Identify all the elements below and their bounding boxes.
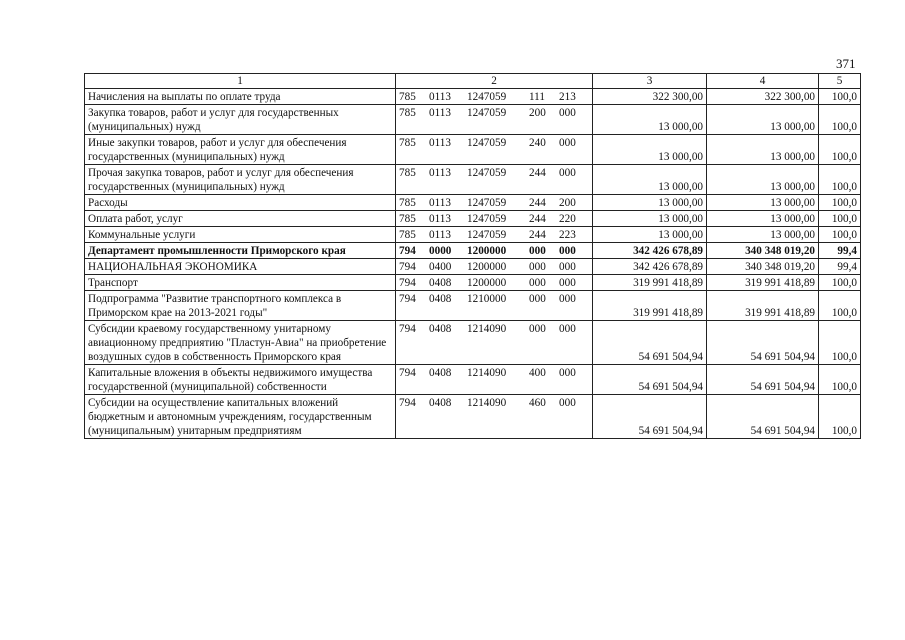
table-row <box>85 89 861 105</box>
row-code: 244 <box>529 167 546 179</box>
row-executed-value: 13 000,00 <box>707 195 819 211</box>
row-code: 0408 <box>429 293 452 305</box>
table-row <box>85 365 861 395</box>
row-codes <box>396 275 593 291</box>
table-row <box>85 211 861 227</box>
row-code: 785 <box>399 229 416 241</box>
row-code: 200 <box>559 197 576 209</box>
row-name: Начисления на выплаты по оплате труда <box>85 89 396 105</box>
row-name: Оплата работ, услуг <box>85 211 396 227</box>
table-row <box>85 165 861 195</box>
table-row <box>85 395 861 439</box>
row-code: 000 <box>559 167 576 179</box>
row-name: Субсидии на осуществление капитальных вложений бюджетным и автономным учреждениям, государственным (муниципальным) унитарным предприятиям <box>85 395 396 439</box>
row-code: 000 <box>529 277 546 289</box>
budget-table <box>84 73 861 439</box>
row-code: 1200000 <box>467 277 507 289</box>
row-code: 000 <box>559 245 576 257</box>
row-executed-value: 340 348 019,20 <box>707 243 819 259</box>
row-code: 1247059 <box>467 167 507 179</box>
row-code: 1200000 <box>467 245 507 257</box>
row-approved-value: 54 691 504,94 <box>593 365 707 395</box>
row-code: 1247059 <box>467 137 507 149</box>
row-codes <box>396 165 593 195</box>
row-percent: 100,0 <box>819 321 861 365</box>
row-code: 213 <box>559 91 576 103</box>
row-approved-value: 13 000,00 <box>593 165 707 195</box>
row-code: 785 <box>399 213 416 225</box>
row-percent: 100,0 <box>819 291 861 321</box>
header-col-3: 3 <box>593 74 707 89</box>
row-code: 794 <box>399 245 416 257</box>
row-code: 0000 <box>429 245 452 257</box>
row-percent: 100,0 <box>819 227 861 243</box>
row-approved-value: 13 000,00 <box>593 135 707 165</box>
row-percent: 100,0 <box>819 365 861 395</box>
table-row <box>85 291 861 321</box>
row-code: 111 <box>529 91 545 103</box>
row-code: 0408 <box>429 277 452 289</box>
row-code: 0113 <box>429 91 451 103</box>
row-codes <box>396 89 593 105</box>
table-row <box>85 227 861 243</box>
row-code: 000 <box>559 397 576 409</box>
row-code: 0113 <box>429 107 451 119</box>
header-col-4: 4 <box>707 74 819 89</box>
row-name: Расходы <box>85 195 396 211</box>
row-code: 1247059 <box>467 197 507 209</box>
row-codes <box>396 243 593 259</box>
row-code: 785 <box>399 137 416 149</box>
row-percent: 100,0 <box>819 105 861 135</box>
row-code: 244 <box>529 197 546 209</box>
row-codes <box>396 365 593 395</box>
row-executed-value: 54 691 504,94 <box>707 365 819 395</box>
row-approved-value: 13 000,00 <box>593 105 707 135</box>
header-col-5: 5 <box>819 74 861 89</box>
row-code: 000 <box>529 293 546 305</box>
row-code: 794 <box>399 397 416 409</box>
table-row <box>85 195 861 211</box>
row-approved-value: 319 991 418,89 <box>593 275 707 291</box>
row-code: 1247059 <box>467 229 507 241</box>
row-codes <box>396 105 593 135</box>
row-code: 1214090 <box>467 323 507 335</box>
row-code: 1247059 <box>467 213 507 225</box>
row-executed-value: 13 000,00 <box>707 135 819 165</box>
row-approved-value: 322 300,00 <box>593 89 707 105</box>
page-number: 371 <box>836 56 856 71</box>
row-executed-value: 54 691 504,94 <box>707 321 819 365</box>
row-executed-value: 319 991 418,89 <box>707 275 819 291</box>
row-percent: 100,0 <box>819 211 861 227</box>
row-code: 000 <box>559 137 576 149</box>
row-executed-value: 13 000,00 <box>707 105 819 135</box>
row-name: Транспорт <box>85 275 396 291</box>
row-percent: 99,4 <box>819 259 861 275</box>
row-executed-value: 54 691 504,94 <box>707 395 819 439</box>
row-code: 240 <box>529 137 546 149</box>
row-code: 785 <box>399 167 416 179</box>
row-code: 220 <box>559 213 576 225</box>
row-approved-value: 54 691 504,94 <box>593 321 707 365</box>
row-code: 0113 <box>429 137 451 149</box>
row-name: Иные закупки товаров, работ и услуг для обеспечения государственных (муниципальных) нужд <box>85 135 396 165</box>
row-code: 1247059 <box>467 107 507 119</box>
table-row <box>85 321 861 365</box>
header-row <box>85 74 861 89</box>
row-code: 794 <box>399 277 416 289</box>
row-code: 794 <box>399 293 416 305</box>
row-executed-value: 13 000,00 <box>707 165 819 195</box>
row-code: 1200000 <box>467 261 507 273</box>
row-code: 794 <box>399 261 416 273</box>
row-percent: 100,0 <box>819 275 861 291</box>
row-codes <box>396 321 593 365</box>
row-percent: 99,4 <box>819 243 861 259</box>
row-codes <box>396 135 593 165</box>
row-code: 400 <box>529 367 546 379</box>
row-code: 0400 <box>429 261 452 273</box>
row-code: 000 <box>559 277 576 289</box>
row-executed-value: 340 348 019,20 <box>707 259 819 275</box>
row-code: 1210000 <box>467 293 507 305</box>
row-code: 244 <box>529 213 546 225</box>
row-code: 0113 <box>429 229 451 241</box>
row-code: 1214090 <box>467 367 507 379</box>
row-code: 000 <box>559 323 576 335</box>
row-percent: 100,0 <box>819 165 861 195</box>
row-approved-value: 13 000,00 <box>593 195 707 211</box>
row-name: Прочая закупка товаров, работ и услуг для обеспечения государственных (муниципальных) нужд <box>85 165 396 195</box>
row-code: 0408 <box>429 397 452 409</box>
row-codes <box>396 259 593 275</box>
row-name: Коммунальные услуги <box>85 227 396 243</box>
row-code: 000 <box>559 367 576 379</box>
row-code: 244 <box>529 229 546 241</box>
row-code: 785 <box>399 91 416 103</box>
row-code: 000 <box>529 261 546 273</box>
row-approved-value: 13 000,00 <box>593 227 707 243</box>
row-approved-value: 54 691 504,94 <box>593 395 707 439</box>
row-code: 0408 <box>429 367 452 379</box>
row-code: 000 <box>529 245 546 257</box>
row-code: 794 <box>399 367 416 379</box>
row-codes <box>396 195 593 211</box>
row-code: 1247059 <box>467 91 507 103</box>
row-code: 0113 <box>429 213 451 225</box>
row-name: Капитальные вложения в объекты недвижимого имущества государственной (муниципальной) собственности <box>85 365 396 395</box>
row-percent: 100,0 <box>819 195 861 211</box>
row-code: 000 <box>559 261 576 273</box>
row-codes <box>396 395 593 439</box>
row-code: 0113 <box>429 197 451 209</box>
row-codes <box>396 291 593 321</box>
row-code: 000 <box>529 323 546 335</box>
row-code: 785 <box>399 107 416 119</box>
row-approved-value: 13 000,00 <box>593 211 707 227</box>
table-row <box>85 105 861 135</box>
row-percent: 100,0 <box>819 395 861 439</box>
table-row <box>85 243 861 259</box>
table-row <box>85 259 861 275</box>
row-code: 000 <box>559 107 576 119</box>
row-name: Закупка товаров, работ и услуг для государственных (муниципальных) нужд <box>85 105 396 135</box>
row-percent: 100,0 <box>819 135 861 165</box>
row-approved-value: 342 426 678,89 <box>593 259 707 275</box>
row-code: 0408 <box>429 323 452 335</box>
row-percent: 100,0 <box>819 89 861 105</box>
header-col-2: 2 <box>396 74 593 89</box>
row-code: 1214090 <box>467 397 507 409</box>
row-name: Департамент промышленности Приморского края <box>85 243 396 259</box>
row-code: 200 <box>529 107 546 119</box>
row-codes <box>396 227 593 243</box>
row-executed-value: 13 000,00 <box>707 227 819 243</box>
row-executed-value: 322 300,00 <box>707 89 819 105</box>
row-name: НАЦИОНАЛЬНАЯ ЭКОНОМИКА <box>85 259 396 275</box>
row-code: 000 <box>559 293 576 305</box>
table-row <box>85 275 861 291</box>
row-codes <box>396 211 593 227</box>
row-code: 794 <box>399 323 416 335</box>
row-code: 460 <box>529 397 546 409</box>
table-row <box>85 135 861 165</box>
row-approved-value: 342 426 678,89 <box>593 243 707 259</box>
row-name: Подпрограмма "Развитие транспортного комплекса в Приморском крае на 2013-2021 годы" <box>85 291 396 321</box>
row-code: 0113 <box>429 167 451 179</box>
row-executed-value: 319 991 418,89 <box>707 291 819 321</box>
row-name: Субсидии краевому государственному унитарному авиационному предприятию "Пластун-Авиа" на приобретение воздушных судов в собственность Приморского края <box>85 321 396 365</box>
row-executed-value: 13 000,00 <box>707 211 819 227</box>
header-col-1: 1 <box>85 74 396 89</box>
row-approved-value: 319 991 418,89 <box>593 291 707 321</box>
row-code: 223 <box>559 229 576 241</box>
row-code: 785 <box>399 197 416 209</box>
